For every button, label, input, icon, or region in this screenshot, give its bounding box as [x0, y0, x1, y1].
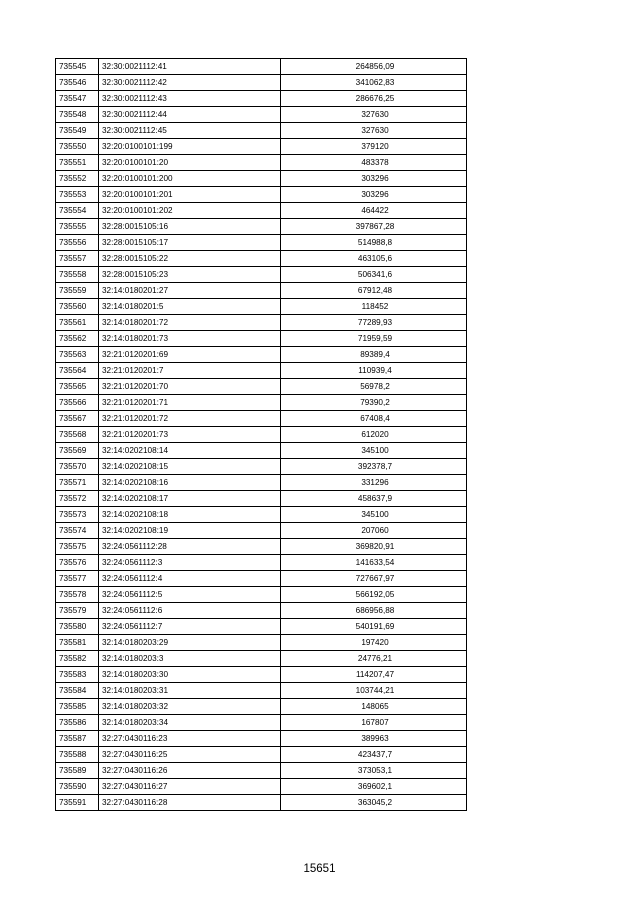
row-id-cell: 735552	[56, 171, 99, 187]
table-row	[56, 795, 467, 811]
cadastral-value-cell: 389963	[281, 731, 467, 747]
row-id-cell: 735563	[56, 347, 99, 363]
cadastral-number-cell: 32:30:0021112:45	[99, 123, 281, 139]
cadastral-value-cell: 118452	[281, 299, 467, 315]
table-row	[56, 715, 467, 731]
row-id-cell: 735567	[56, 411, 99, 427]
cadastral-number-cell: 32:14:0180201:5	[99, 299, 281, 315]
table-row	[56, 443, 467, 459]
cadastral-number-cell: 32:21:0120201:69	[99, 347, 281, 363]
row-id-cell: 735565	[56, 379, 99, 395]
row-id-cell: 735585	[56, 699, 99, 715]
cadastral-number-cell: 32:14:0180201:72	[99, 315, 281, 331]
row-id-cell: 735571	[56, 475, 99, 491]
cadastral-value-cell: 464422	[281, 203, 467, 219]
cadastral-value-cell: 331296	[281, 475, 467, 491]
row-id-cell: 735586	[56, 715, 99, 731]
row-id-cell: 735558	[56, 267, 99, 283]
row-id-cell: 735579	[56, 603, 99, 619]
row-id-cell: 735572	[56, 491, 99, 507]
cadastral-number-cell: 32:14:0180203:30	[99, 667, 281, 683]
table-row	[56, 539, 467, 555]
table-row	[56, 571, 467, 587]
cadastral-value-cell: 197420	[281, 635, 467, 651]
table-row	[56, 59, 467, 75]
cadastral-value-cell: 286676,25	[281, 91, 467, 107]
cadastral-value-cell: 514988,8	[281, 235, 467, 251]
cadastral-value-cell: 392378,7	[281, 459, 467, 475]
table-row	[56, 523, 467, 539]
row-id-cell: 735560	[56, 299, 99, 315]
cadastral-number-cell: 32:20:0100101:201	[99, 187, 281, 203]
cadastral-value-cell: 24776,21	[281, 651, 467, 667]
row-id-cell: 735587	[56, 731, 99, 747]
row-id-cell: 735561	[56, 315, 99, 331]
cadastral-number-cell: 32:24:0561112:28	[99, 539, 281, 555]
cadastral-number-cell: 32:28:0015105:23	[99, 267, 281, 283]
cadastral-number-cell: 32:14:0202108:16	[99, 475, 281, 491]
cadastral-value-cell: 369602,1	[281, 779, 467, 795]
table-row	[56, 411, 467, 427]
table-row	[56, 651, 467, 667]
cadastral-number-cell: 32:21:0120201:70	[99, 379, 281, 395]
cadastral-number-cell: 32:24:0561112:5	[99, 587, 281, 603]
cadastral-value-table	[55, 58, 467, 811]
cadastral-value-cell: 114207,47	[281, 667, 467, 683]
cadastral-number-cell: 32:30:0021112:43	[99, 91, 281, 107]
cadastral-number-cell: 32:20:0100101:200	[99, 171, 281, 187]
table-row	[56, 299, 467, 315]
table-row	[56, 635, 467, 651]
row-id-cell: 735581	[56, 635, 99, 651]
row-id-cell: 735574	[56, 523, 99, 539]
row-id-cell: 735545	[56, 59, 99, 75]
cadastral-value-cell: 77289,93	[281, 315, 467, 331]
cadastral-number-cell: 32:14:0180203:31	[99, 683, 281, 699]
row-id-cell: 735547	[56, 91, 99, 107]
cadastral-value-cell: 727667,97	[281, 571, 467, 587]
cadastral-value-cell: 207060	[281, 523, 467, 539]
row-id-cell: 735551	[56, 155, 99, 171]
table-row	[56, 187, 467, 203]
cadastral-number-cell: 32:21:0120201:71	[99, 395, 281, 411]
table-row	[56, 107, 467, 123]
table-row	[56, 75, 467, 91]
cadastral-value-cell: 506341,6	[281, 267, 467, 283]
cadastral-value-cell: 566192,05	[281, 587, 467, 603]
row-id-cell: 735588	[56, 747, 99, 763]
cadastral-value-cell: 141633,54	[281, 555, 467, 571]
cadastral-value-cell: 79390,2	[281, 395, 467, 411]
row-id-cell: 735566	[56, 395, 99, 411]
cadastral-value-cell: 110939,4	[281, 363, 467, 379]
cadastral-value-cell: 303296	[281, 171, 467, 187]
table-row	[56, 491, 467, 507]
table-row	[56, 459, 467, 475]
table-row	[56, 171, 467, 187]
cadastral-value-cell: 423437,7	[281, 747, 467, 763]
row-id-cell: 735556	[56, 235, 99, 251]
table-row	[56, 363, 467, 379]
row-id-cell: 735554	[56, 203, 99, 219]
row-id-cell: 735590	[56, 779, 99, 795]
table-row	[56, 683, 467, 699]
row-id-cell: 735553	[56, 187, 99, 203]
cadastral-number-cell: 32:21:0120201:72	[99, 411, 281, 427]
row-id-cell: 735548	[56, 107, 99, 123]
cadastral-number-cell: 32:27:0430116:27	[99, 779, 281, 795]
cadastral-number-cell: 32:14:0202108:17	[99, 491, 281, 507]
cadastral-number-cell: 32:28:0015105:22	[99, 251, 281, 267]
cadastral-number-cell: 32:27:0430116:23	[99, 731, 281, 747]
cadastral-value-cell: 303296	[281, 187, 467, 203]
cadastral-number-cell: 32:20:0100101:20	[99, 155, 281, 171]
table-row	[56, 587, 467, 603]
table-row	[56, 91, 467, 107]
cadastral-value-cell: 89389,4	[281, 347, 467, 363]
cadastral-number-cell: 32:14:0180203:29	[99, 635, 281, 651]
table-row	[56, 427, 467, 443]
cadastral-number-cell: 32:20:0100101:199	[99, 139, 281, 155]
cadastral-value-cell: 540191,69	[281, 619, 467, 635]
cadastral-number-cell: 32:14:0202108:14	[99, 443, 281, 459]
table-row	[56, 779, 467, 795]
cadastral-value-cell: 56978,2	[281, 379, 467, 395]
cadastral-value-cell: 327630	[281, 123, 467, 139]
row-id-cell: 735573	[56, 507, 99, 523]
cadastral-value-cell: 148065	[281, 699, 467, 715]
table-row	[56, 203, 467, 219]
cadastral-number-cell: 32:14:0202108:15	[99, 459, 281, 475]
cadastral-number-cell: 32:14:0180203:3	[99, 651, 281, 667]
table-row	[56, 235, 467, 251]
cadastral-number-cell: 32:14:0180201:73	[99, 331, 281, 347]
table-row	[56, 507, 467, 523]
row-id-cell: 735559	[56, 283, 99, 299]
cadastral-number-cell: 32:21:0120201:7	[99, 363, 281, 379]
cadastral-number-cell: 32:27:0430116:26	[99, 763, 281, 779]
cadastral-number-cell: 32:14:0180203:34	[99, 715, 281, 731]
cadastral-value-cell: 345100	[281, 507, 467, 523]
cadastral-number-cell: 32:27:0430116:28	[99, 795, 281, 811]
row-id-cell: 735568	[56, 427, 99, 443]
cadastral-value-cell: 369820,91	[281, 539, 467, 555]
cadastral-number-cell: 32:14:0180203:32	[99, 699, 281, 715]
cadastral-number-cell: 32:24:0561112:6	[99, 603, 281, 619]
cadastral-number-cell: 32:30:0021112:42	[99, 75, 281, 91]
cadastral-value-cell: 327630	[281, 107, 467, 123]
row-id-cell: 735577	[56, 571, 99, 587]
cadastral-value-cell: 379120	[281, 139, 467, 155]
cadastral-number-cell: 32:14:0202108:19	[99, 523, 281, 539]
row-id-cell: 735557	[56, 251, 99, 267]
table-row	[56, 619, 467, 635]
cadastral-number-cell: 32:28:0015105:17	[99, 235, 281, 251]
table-body	[56, 59, 467, 811]
table-row	[56, 123, 467, 139]
table-row	[56, 283, 467, 299]
row-id-cell: 735580	[56, 619, 99, 635]
row-id-cell: 735550	[56, 139, 99, 155]
table-row	[56, 315, 467, 331]
cadastral-number-cell: 32:14:0180201:27	[99, 283, 281, 299]
cadastral-number-cell: 32:30:0021112:44	[99, 107, 281, 123]
cadastral-value-cell: 458637,9	[281, 491, 467, 507]
cadastral-number-cell: 32:24:0561112:7	[99, 619, 281, 635]
row-id-cell: 735582	[56, 651, 99, 667]
cadastral-value-cell: 612020	[281, 427, 467, 443]
row-id-cell: 735589	[56, 763, 99, 779]
cadastral-value-cell: 686956,88	[281, 603, 467, 619]
cadastral-value-cell: 264856,09	[281, 59, 467, 75]
cadastral-number-cell: 32:27:0430116:25	[99, 747, 281, 763]
table-row	[56, 347, 467, 363]
row-id-cell: 735578	[56, 587, 99, 603]
cadastral-number-cell: 32:14:0202108:18	[99, 507, 281, 523]
table-row	[56, 699, 467, 715]
cadastral-value-cell: 67912,48	[281, 283, 467, 299]
table-row	[56, 603, 467, 619]
cadastral-number-cell: 32:20:0100101:202	[99, 203, 281, 219]
cadastral-number-cell: 32:24:0561112:3	[99, 555, 281, 571]
page-number: 15651	[303, 863, 336, 875]
table-row	[56, 731, 467, 747]
table-row	[56, 379, 467, 395]
cadastral-value-cell: 483378	[281, 155, 467, 171]
cadastral-value-cell: 363045,2	[281, 795, 467, 811]
cadastral-number-cell: 32:28:0015105:16	[99, 219, 281, 235]
row-id-cell: 735570	[56, 459, 99, 475]
cadastral-value-cell: 71959,59	[281, 331, 467, 347]
cadastral-number-cell: 32:30:0021112:41	[99, 59, 281, 75]
table-row	[56, 251, 467, 267]
cadastral-value-cell: 463105,6	[281, 251, 467, 267]
cadastral-value-cell: 341062,83	[281, 75, 467, 91]
table-row	[56, 747, 467, 763]
row-id-cell: 735562	[56, 331, 99, 347]
table-row	[56, 667, 467, 683]
cadastral-value-cell: 397867,28	[281, 219, 467, 235]
row-id-cell: 735576	[56, 555, 99, 571]
table-row	[56, 395, 467, 411]
row-id-cell: 735584	[56, 683, 99, 699]
cadastral-value-cell: 345100	[281, 443, 467, 459]
row-id-cell: 735569	[56, 443, 99, 459]
row-id-cell: 735575	[56, 539, 99, 555]
cadastral-value-cell: 167807	[281, 715, 467, 731]
cadastral-value-cell: 67408,4	[281, 411, 467, 427]
table-row	[56, 331, 467, 347]
cadastral-number-cell: 32:24:0561112:4	[99, 571, 281, 587]
row-id-cell: 735583	[56, 667, 99, 683]
row-id-cell: 735546	[56, 75, 99, 91]
row-id-cell: 735549	[56, 123, 99, 139]
cadastral-value-cell: 373053,1	[281, 763, 467, 779]
table-row	[56, 763, 467, 779]
table-row	[56, 475, 467, 491]
table-row	[56, 139, 467, 155]
cadastral-value-cell: 103744,21	[281, 683, 467, 699]
row-id-cell: 735555	[56, 219, 99, 235]
table-row	[56, 555, 467, 571]
row-id-cell: 735591	[56, 795, 99, 811]
table-row	[56, 155, 467, 171]
cadastral-number-cell: 32:21:0120201:73	[99, 427, 281, 443]
table-row	[56, 219, 467, 235]
table-row	[56, 267, 467, 283]
row-id-cell: 735564	[56, 363, 99, 379]
